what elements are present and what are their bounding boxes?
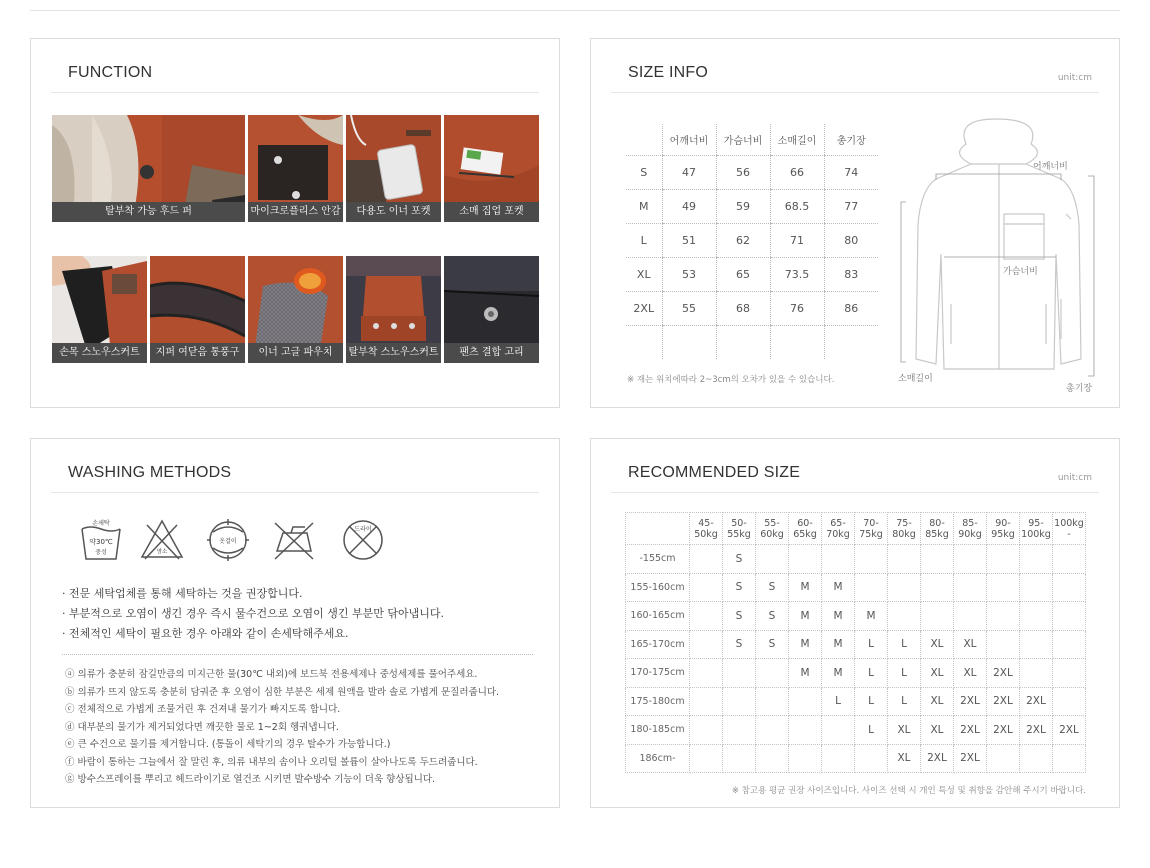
recommended-title-underline <box>611 492 1099 493</box>
recommended-size-cell <box>690 630 723 659</box>
recommended-size-cell <box>756 545 789 574</box>
recommended-size-cell <box>855 573 888 602</box>
recommended-size-cell <box>987 545 1020 574</box>
recommended-size-cell <box>1053 545 1086 574</box>
size-label: L <box>626 223 662 257</box>
recommended-size-cell: M <box>789 659 822 688</box>
size-info-row <box>626 291 878 325</box>
recommended-size-cell: L <box>888 630 921 659</box>
jacket-diagram <box>896 114 1101 399</box>
function-tile-hood-fur <box>52 115 245 222</box>
size-label: XL <box>626 257 662 291</box>
washing-title: WASHING METHODS <box>68 464 232 481</box>
height-label: -155cm <box>626 545 690 574</box>
recommended-row <box>626 630 1086 659</box>
size-info-note: ※ 재는 위치에따라 2~3cm의 오차가 있을 수 있습니다. <box>627 375 835 385</box>
recommended-row <box>626 716 1086 745</box>
size-header-sleeve: 소매길이 <box>770 124 824 155</box>
function-caption: 마이크로플리스 안감 <box>248 202 343 222</box>
washing-step: ⓓ 대부분의 물기가 제거되었다면 깨끗한 물로 1~2회 헹궈냅니다. <box>65 721 339 733</box>
recommended-size-cell: XL <box>954 630 987 659</box>
function-caption: 탈부착 스노우스커트 <box>346 343 441 363</box>
size-value: 65 <box>716 257 770 291</box>
recommended-size-cell <box>888 602 921 631</box>
recommended-size-cell: XL <box>921 716 954 745</box>
function-title: FUNCTION <box>68 64 153 81</box>
recommended-size-cell <box>888 573 921 602</box>
function-tile-goggle-pouch <box>248 256 343 363</box>
recommended-size-cell <box>756 687 789 716</box>
recommended-size-cell <box>1053 687 1086 716</box>
size-value: 51 <box>662 223 716 257</box>
recommended-row <box>626 602 1086 631</box>
size-value: 68.5 <box>770 189 824 223</box>
weight-header-line: 65kg <box>793 528 817 540</box>
size-value: 86 <box>824 291 878 325</box>
size-value: 73.5 <box>770 257 824 291</box>
recommended-size-cell: L <box>855 630 888 659</box>
recommended-size-cell <box>921 545 954 574</box>
size-value: 68 <box>716 291 770 325</box>
diagram-label-shoulder: 어깨너비 <box>1033 162 1068 172</box>
recommended-size-cell: 2XL <box>1020 687 1053 716</box>
recommended-size-cell <box>822 716 855 745</box>
recommended-size-cell: L <box>855 687 888 716</box>
size-value: 74 <box>824 155 878 189</box>
recommended-size-cell: L <box>888 659 921 688</box>
recommended-size-cell <box>723 687 756 716</box>
weight-header <box>888 513 921 545</box>
recommended-size-cell: L <box>855 716 888 745</box>
recommended-size-cell <box>723 659 756 688</box>
washing-step: ⓖ 방수스프레이를 뿌리고 헤드라이기로 열건조 시키면 발수방수 기능이 더욱 향상됩니다. <box>65 774 436 785</box>
size-empty-cell <box>770 325 824 359</box>
weight-header-line: 90kg <box>958 528 982 540</box>
recommended-size-cell <box>987 744 1020 773</box>
size-empty-cell <box>824 325 878 359</box>
top-divider <box>30 10 1120 11</box>
recommended-size-cell <box>954 602 987 631</box>
washing-bullet: · 부분적으로 오염이 생긴 경우 즉시 물수건으로 오염이 생긴 부분만 닦아냅니다. <box>62 607 444 620</box>
no-dry-clean-icon <box>340 517 386 563</box>
weight-header-line: 75kg <box>859 528 883 540</box>
size-info-row <box>626 155 878 189</box>
weight-header-line: 70- <box>863 517 879 529</box>
recommended-size-cell: M <box>789 630 822 659</box>
recommended-size-cell <box>789 744 822 773</box>
size-info-empty-row <box>626 325 878 359</box>
function-tile-pants-loop <box>444 256 539 363</box>
function-caption: 다용도 이너 포켓 <box>346 202 441 222</box>
weight-header <box>1020 513 1053 545</box>
recommended-size-cell <box>954 545 987 574</box>
recommended-row <box>626 659 1086 688</box>
size-empty-cell <box>716 325 770 359</box>
weight-header <box>987 513 1020 545</box>
recommended-size-cell: XL <box>888 716 921 745</box>
recommended-size-cell: 2XL <box>954 744 987 773</box>
size-header-blank <box>626 124 662 155</box>
recommended-size-cell <box>690 744 723 773</box>
size-value: 71 <box>770 223 824 257</box>
size-value: 47 <box>662 155 716 189</box>
washing-bullet: · 전체적인 세탁이 필요한 경우 아래와 같이 손세탁해주세요. <box>62 627 349 640</box>
recommended-row <box>626 744 1086 773</box>
hand-wash-neutral: 중성 <box>95 549 107 556</box>
weight-header-line: 75- <box>896 517 912 529</box>
size-info-row <box>626 189 878 223</box>
recommended-size-cell <box>822 744 855 773</box>
function-tile-snow-skirt <box>346 256 441 363</box>
recommended-size-cell <box>756 744 789 773</box>
function-tile-sleeve-pocket <box>444 115 539 222</box>
recommended-size-cell: XL <box>921 630 954 659</box>
recommended-row <box>626 545 1086 574</box>
recommended-size-cell: 2XL <box>987 659 1020 688</box>
size-value: 49 <box>662 189 716 223</box>
weight-header-line: 80kg <box>892 528 916 540</box>
recommended-size-cell <box>1020 744 1053 773</box>
recommended-header-blank <box>626 513 690 545</box>
washing-title-underline <box>51 492 539 493</box>
size-value: 66 <box>770 155 824 189</box>
washing-steps <box>65 666 499 789</box>
recommended-title: RECOMMENDED SIZE <box>628 464 801 481</box>
recommended-size-cell <box>822 545 855 574</box>
washing-panel <box>30 438 560 808</box>
function-panel <box>30 38 560 408</box>
recommended-size-cell <box>723 716 756 745</box>
weight-header-line: 85- <box>962 517 978 529</box>
recommended-size-cell: 2XL <box>987 716 1020 745</box>
no-bleach-icon <box>139 517 185 563</box>
recommended-size-cell: 2XL <box>921 744 954 773</box>
size-value: 62 <box>716 223 770 257</box>
height-label: 155-160cm <box>626 573 690 602</box>
weight-header <box>1053 513 1086 545</box>
recommended-size-cell: XL <box>954 659 987 688</box>
recommended-size-cell <box>690 602 723 631</box>
size-info-title-underline <box>611 92 1099 93</box>
recommended-size-cell: 2XL <box>954 687 987 716</box>
weight-header <box>789 513 822 545</box>
height-label: 175-180cm <box>626 687 690 716</box>
recommended-size-cell <box>690 687 723 716</box>
weight-header <box>690 513 723 545</box>
recommended-size-cell <box>855 744 888 773</box>
weight-header-line: 60- <box>797 517 813 529</box>
size-info-row <box>626 223 878 257</box>
recommended-size-cell <box>690 716 723 745</box>
weight-header <box>723 513 756 545</box>
weight-header-line: - <box>1067 528 1071 540</box>
recommended-size-cell <box>987 573 1020 602</box>
size-value: 77 <box>824 189 878 223</box>
recommended-size-cell <box>789 545 822 574</box>
no-iron-icon <box>271 517 317 563</box>
function-tile-vent-zipper <box>150 256 245 363</box>
function-caption: 소매 집업 포켓 <box>444 202 539 222</box>
washing-step: ⓑ 의류가 뜨지 않도록 충분히 담궈준 후 오염이 심한 부분은 세제 원액을 발라 솔로 가볍게 문질러줍니다. <box>65 686 500 698</box>
size-value: 56 <box>716 155 770 189</box>
height-label: 160-165cm <box>626 602 690 631</box>
weight-header <box>855 513 888 545</box>
recommended-size-cell <box>1020 545 1053 574</box>
size-value: 53 <box>662 257 716 291</box>
recommended-size-cell: L <box>888 687 921 716</box>
recommended-size-cell: 2XL <box>1020 716 1053 745</box>
weight-header-line: 100kg <box>1021 528 1051 540</box>
recommended-size-cell <box>690 545 723 574</box>
recommended-size-cell <box>1053 630 1086 659</box>
recommended-size-cell: S <box>723 545 756 574</box>
function-tile-fleece-lining <box>248 115 343 222</box>
diagram-label-length: 총기장 <box>1066 384 1093 394</box>
recommended-size-cell <box>1020 659 1053 688</box>
washing-step: ⓒ 전체적으로 가볍게 조물거린 후 건져내 물기가 빠지도록 합니다. <box>65 704 341 715</box>
weight-header <box>954 513 987 545</box>
recommended-size-cell <box>723 744 756 773</box>
recommended-size-cell: 2XL <box>1053 716 1086 745</box>
size-info-unit: unit:cm <box>1057 73 1092 83</box>
weight-header-line: 55- <box>764 517 780 529</box>
recommended-size-cell: S <box>723 630 756 659</box>
recommended-size-cell: M <box>822 602 855 631</box>
recommended-size-cell <box>921 602 954 631</box>
size-value: 59 <box>716 189 770 223</box>
weight-header-line: 80- <box>929 517 945 529</box>
weight-header-line: 95kg <box>991 528 1015 540</box>
function-caption: 손목 스노우스커트 <box>52 343 147 363</box>
hand-wash-text: 손세탁 <box>92 520 110 527</box>
size-header-shoulder: 어깨너비 <box>662 124 716 155</box>
function-caption: 지퍼 여닫음 통풍구 <box>150 343 245 363</box>
recommended-size-cell: 2XL <box>987 687 1020 716</box>
hand-wash-temp: 약30℃ <box>89 538 113 546</box>
recommended-size-panel <box>590 438 1120 808</box>
recommended-size-cell <box>1053 573 1086 602</box>
weight-header-line: 50- <box>731 517 747 529</box>
weight-header-line: 95- <box>1028 517 1044 529</box>
washing-bullet: · 전문 세탁업체를 통해 세탁하는 것을 권장합니다. <box>62 587 303 600</box>
height-label: 165-170cm <box>626 630 690 659</box>
recommended-size-cell <box>987 630 1020 659</box>
function-caption: 탈부착 가능 후드 퍼 <box>52 202 245 222</box>
height-label: 170-175cm <box>626 659 690 688</box>
recommended-size-cell: XL <box>921 687 954 716</box>
weight-header-line: 85kg <box>925 528 949 540</box>
recommended-size-cell: M <box>855 602 888 631</box>
weight-header-line: 100kg <box>1054 517 1084 529</box>
recommended-note: ※ 참고용 평균 권장 사이즈입니다. 사이즈 선택 시 개인 특성 및 취향을 감안해 주시기 바랍니다. <box>731 786 1086 796</box>
recommended-size-cell: S <box>723 602 756 631</box>
size-header-chest: 가슴너비 <box>716 124 770 155</box>
dry-clean-text: 드라이 <box>354 526 372 533</box>
recommended-size-cell: M <box>822 630 855 659</box>
size-info-panel <box>590 38 1120 408</box>
weight-header-line: 70kg <box>826 528 850 540</box>
size-info-row <box>626 257 878 291</box>
size-label: S <box>626 155 662 189</box>
size-info-header-row <box>626 124 878 155</box>
recommended-size-cell: S <box>723 573 756 602</box>
hand-wash-icon <box>78 517 124 563</box>
recommended-size-cell <box>1020 573 1053 602</box>
weight-header <box>921 513 954 545</box>
recommended-size-cell: S <box>756 573 789 602</box>
diagram-label-sleeve: 소매길이 <box>898 374 933 384</box>
size-info-table <box>626 124 878 359</box>
weight-header <box>756 513 789 545</box>
washing-bullets <box>62 584 444 644</box>
recommended-header-row <box>626 513 1086 545</box>
recommended-size-cell: 2XL <box>954 716 987 745</box>
recommended-size-cell: XL <box>921 659 954 688</box>
function-title-underline <box>51 92 539 93</box>
weight-header-line: 55kg <box>727 528 751 540</box>
size-label: M <box>626 189 662 223</box>
recommended-size-cell: M <box>822 659 855 688</box>
function-tile-inner-pocket <box>346 115 441 222</box>
function-caption: 이너 고글 파우치 <box>248 343 343 363</box>
recommended-row <box>626 687 1086 716</box>
recommended-size-cell <box>888 545 921 574</box>
size-value: 76 <box>770 291 824 325</box>
recommended-size-cell <box>1053 659 1086 688</box>
wring-text: 옷걸이 <box>219 538 237 545</box>
recommended-size-cell <box>987 602 1020 631</box>
recommended-size-cell: S <box>756 602 789 631</box>
size-label: 2XL <box>626 291 662 325</box>
weight-header <box>822 513 855 545</box>
no-bleach-text: 염소 <box>156 549 168 555</box>
washing-step: ⓕ 바람이 통하는 그늘에서 잘 말린 후, 의류 내부의 솜이나 오리털 볼륨이 살아나도록 두드려줍니다. <box>65 756 478 768</box>
washing-step: ⓔ 큰 수건으로 물기를 제거합니다. (통돌이 세탁기의 경우 탈수가 가능합니다.) <box>65 739 391 750</box>
recommended-size-cell: M <box>822 573 855 602</box>
function-caption: 팬츠 결합 고리 <box>444 343 539 363</box>
diagram-label-chest: 가슴너비 <box>1003 267 1038 277</box>
size-empty-cell <box>662 325 716 359</box>
weight-header-line: 45- <box>698 517 714 529</box>
recommended-size-cell: M <box>789 573 822 602</box>
recommended-size-cell: XL <box>888 744 921 773</box>
recommended-size-cell <box>690 659 723 688</box>
recommended-size-cell <box>855 545 888 574</box>
height-label: 180-185cm <box>626 716 690 745</box>
size-value: 83 <box>824 257 878 291</box>
size-header-length: 총기장 <box>824 124 878 155</box>
function-tile-wrist-gaiter <box>52 256 147 363</box>
recommended-row <box>626 573 1086 602</box>
size-value: 80 <box>824 223 878 257</box>
recommended-size-cell <box>1020 630 1053 659</box>
recommended-size-table <box>625 512 1086 773</box>
weight-header-line: 65- <box>830 517 846 529</box>
recommended-size-cell <box>1053 744 1086 773</box>
recommended-size-cell <box>756 716 789 745</box>
recommended-unit: unit:cm <box>1057 473 1092 483</box>
recommended-size-cell <box>1053 602 1086 631</box>
size-empty-cell <box>626 325 662 359</box>
size-info-title: SIZE INFO <box>628 64 709 81</box>
washing-divider <box>62 654 533 655</box>
height-label: 186cm- <box>626 744 690 773</box>
weight-header-line: 60kg <box>760 528 784 540</box>
recommended-size-cell <box>954 573 987 602</box>
wring-gently-icon <box>205 517 251 563</box>
washing-step: ⓐ 의류가 충분히 잠길만큼의 미지근한 물(30℃ 내외)에 보드북 전용세제나 중성세제를 풀어주세요. <box>65 669 478 680</box>
recommended-size-cell <box>921 573 954 602</box>
weight-header-line: 50kg <box>694 528 718 540</box>
recommended-size-cell <box>789 716 822 745</box>
recommended-size-cell: S <box>756 630 789 659</box>
recommended-size-cell: L <box>822 687 855 716</box>
recommended-size-cell: L <box>855 659 888 688</box>
recommended-size-cell <box>789 687 822 716</box>
size-value: 55 <box>662 291 716 325</box>
recommended-size-cell <box>690 573 723 602</box>
weight-header-line: 90- <box>995 517 1011 529</box>
recommended-size-cell: M <box>789 602 822 631</box>
recommended-size-cell <box>1020 602 1053 631</box>
recommended-size-cell <box>756 659 789 688</box>
